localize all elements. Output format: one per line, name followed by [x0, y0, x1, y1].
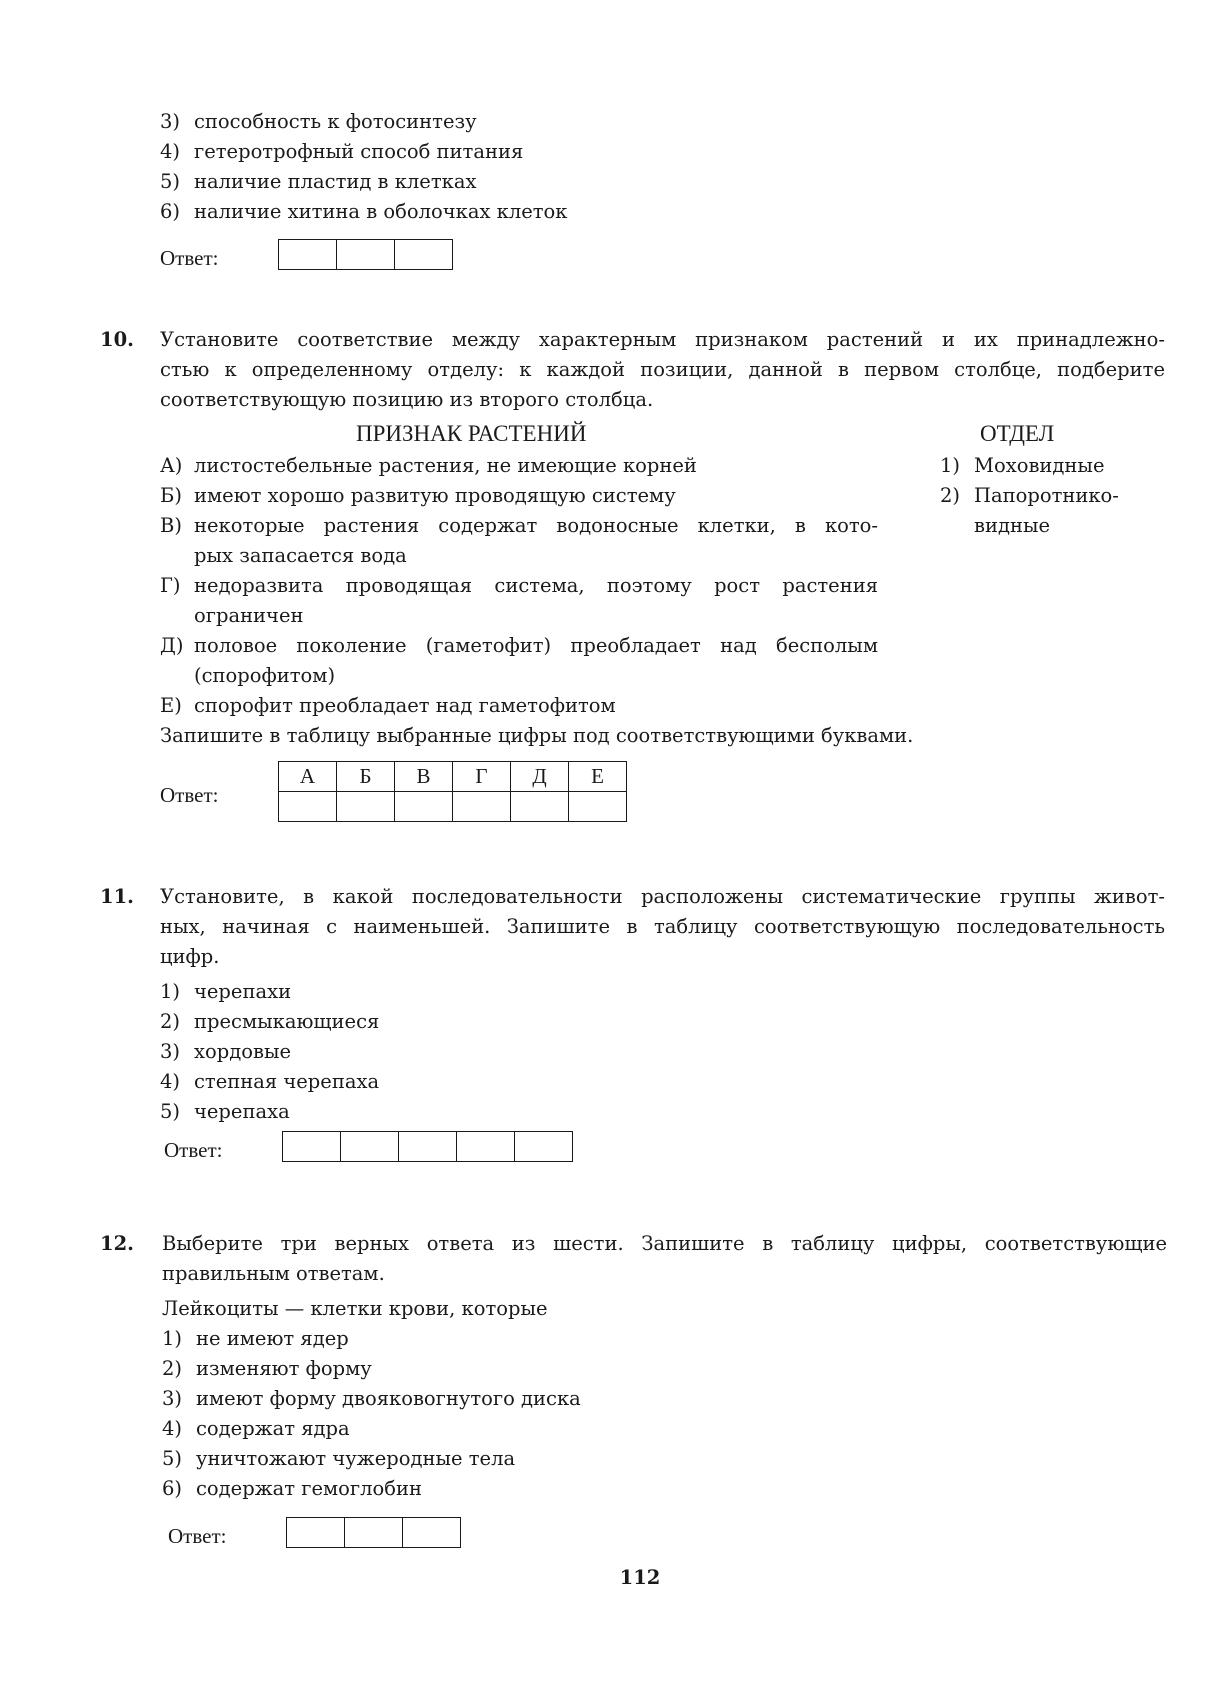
q9-option: 3) способность к фотосинтезу — [160, 110, 477, 133]
q10-feature-marker: Г) — [160, 574, 181, 597]
answer-cell[interactable] — [569, 792, 627, 822]
answer-letter: Д — [511, 762, 569, 792]
q11-text-line: Установите, в какой последовательности расположены систематические группы живот- — [160, 885, 1165, 908]
answer-letter: А — [279, 762, 337, 792]
answer-cell[interactable] — [395, 792, 453, 822]
q10-feature-text: рых запасается вода — [194, 544, 407, 567]
q12-intro: Лейкоциты — клетки крови, которые — [162, 1297, 548, 1320]
answer-cell[interactable] — [511, 792, 569, 822]
q11-text-line: цифр. — [160, 945, 220, 968]
answer-cell[interactable] — [283, 1132, 341, 1162]
answer-cell[interactable] — [403, 1518, 461, 1548]
q10-feature-marker: Д) — [160, 634, 184, 657]
q11-text-line: ных, начиная с наименьшей. Запишите в таблицу соответствующую последовательность — [160, 915, 1165, 938]
answer-cell[interactable] — [515, 1132, 573, 1162]
q12-text-line: Выберите три верных ответа из шести. Запишите в таблицу цифры, соответствующие — [162, 1232, 1167, 1255]
q11-answer-label: Ответ: — [164, 1138, 223, 1162]
q10-text-line: Установите соответствие между характерным признаком растений и их принадлежно- — [160, 328, 1165, 351]
q12-option: 4) содержат ядра — [162, 1417, 350, 1440]
q10-feature-marker: В) — [160, 514, 182, 537]
q10-feature-text: недоразвита проводящая система, поэтому рост растения — [194, 574, 878, 597]
q11-number: 11. — [100, 885, 134, 908]
q10-text-line: стью к определенному отделу: к каждой позиции, данной в первом столбце, подберите — [160, 358, 1165, 381]
q9-option: 6) наличие хитина в оболочках клеток — [160, 200, 568, 223]
q9-option: 5) наличие пластид в клетках — [160, 170, 477, 193]
q10-division: 2) Папоротнико- — [940, 484, 1119, 507]
q9-answer-label: Ответ: — [160, 246, 219, 270]
answer-cell[interactable] — [337, 792, 395, 822]
q10-feature-text: (спорофитом) — [194, 664, 336, 687]
q12-answer-label: Ответ: — [168, 1524, 227, 1548]
answer-cell[interactable] — [453, 792, 511, 822]
q9-option: 4) гетеротрофный способ питания — [160, 140, 524, 163]
answer-cell[interactable] — [341, 1132, 399, 1162]
answer-letter: В — [395, 762, 453, 792]
q11-option: 1) черепахи — [160, 980, 292, 1003]
q12-option: 2) изменяют форму — [162, 1357, 372, 1380]
q12-option: 6) содержат гемоглобин — [162, 1477, 422, 1500]
answer-cell[interactable] — [287, 1518, 345, 1548]
answer-cell[interactable] — [345, 1518, 403, 1548]
q11-option: 4) степная черепаха — [160, 1070, 380, 1093]
q10-answer-table — [278, 761, 627, 822]
page-number: 112 — [619, 1566, 661, 1589]
q10-feature: Е) спорофит преобладает над гаметофитом — [160, 694, 616, 717]
q10-divisions-header: ОТДЕЛ — [980, 421, 1055, 446]
q11-option: 2) пресмыкающиеся — [160, 1010, 380, 1033]
q12-text-line: правильным ответам. — [162, 1262, 385, 1285]
q12-option: 5) уничтожают чужеродные тела — [162, 1447, 516, 1470]
answer-letter: Б — [337, 762, 395, 792]
q11-answer-table — [282, 1131, 573, 1162]
answer-cell[interactable] — [399, 1132, 457, 1162]
q12-option: 1) не имеют ядер — [162, 1327, 349, 1350]
answer-cell[interactable] — [337, 240, 395, 270]
q10-division-text: видные — [974, 514, 1051, 537]
q10-instruction: Запишите в таблицу выбранные цифры под соответствующими буквами. — [160, 724, 914, 747]
q9-answer-table — [278, 239, 453, 270]
q10-answer-label: Ответ: — [160, 783, 219, 807]
q10-feature-text: некоторые растения содержат водоносные клетки, в кото- — [194, 514, 878, 537]
q10-number: 10. — [100, 328, 134, 351]
q12-answer-table — [286, 1517, 461, 1548]
q12-option: 3) имеют форму двояковогнутого диска — [162, 1387, 581, 1410]
answer-cell[interactable] — [279, 240, 337, 270]
q10-feature-text: половое поколение (гаметофит) преобладает над бесполым — [194, 634, 878, 657]
q10-text-line: соответствующую позицию из второго столбца. — [160, 388, 654, 411]
q10-division: 1) Моховидные — [940, 454, 1105, 477]
q10-features-header: ПРИЗНАК РАСТЕНИЙ — [356, 421, 587, 446]
q10-feature: Б) имеют хорошо развитую проводящую систему — [160, 484, 676, 507]
q11-option: 5) черепаха — [160, 1100, 290, 1123]
q12-number: 12. — [100, 1232, 134, 1255]
q11-option: 3) хордовые — [160, 1040, 292, 1063]
q10-feature: А) листостебельные растения, не имеющие корней — [160, 454, 697, 477]
answer-cell[interactable] — [457, 1132, 515, 1162]
answer-letter: Г — [453, 762, 511, 792]
answer-letter: Е — [569, 762, 627, 792]
q10-feature-text: ограничен — [194, 604, 304, 627]
answer-cell[interactable] — [395, 240, 453, 270]
answer-cell[interactable] — [279, 792, 337, 822]
